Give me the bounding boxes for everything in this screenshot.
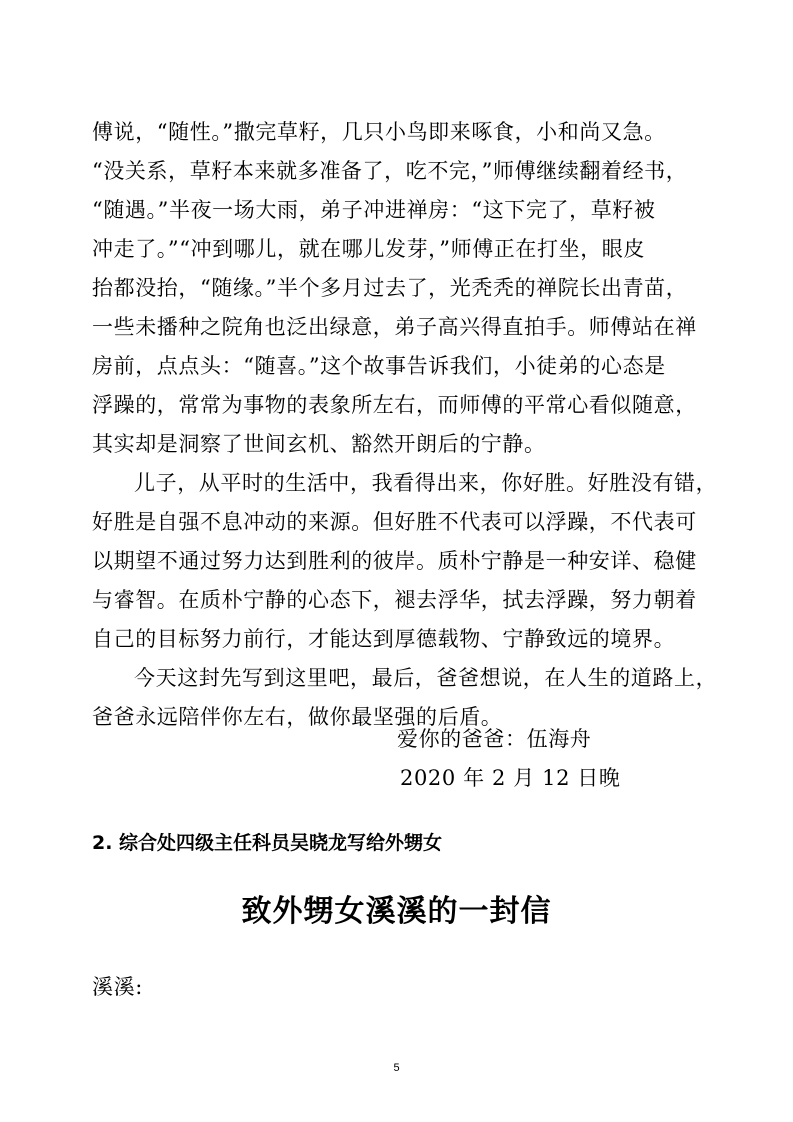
text-line: 与睿智。在质朴宁静的心态下，褪去浮华，拭去浮躁，努力朝着 <box>92 588 697 612</box>
salutation: 溪溪: <box>92 975 143 999</box>
text-line: 一些未播种之院角也泛出绿意，弟子高兴得直拍手。师傅站在禅 <box>92 315 697 339</box>
text-line: 儿子，从平时的生活中，我看得出来，你好胜。好胜没有错， <box>134 471 718 495</box>
text-line: 其实却是洞察了世间玄机、豁然开朗后的宁静。 <box>92 432 546 456</box>
text-line: 今天这封先写到这里吧，最后，爸爸想说，在人生的道路上， <box>134 666 718 690</box>
text-line: 房前，点点头：“随喜。”这个故事告诉我们，小徒弟的心态是 <box>92 354 666 378</box>
signature-name: 爱你的爸爸：伍海舟 <box>397 727 592 751</box>
text-line: 爸爸永远陪伴你左右，做你最坚强的后盾。 <box>92 705 503 729</box>
text-line: 浮躁的，常常为事物的表象所左右，而师傅的平常心看似随意， <box>92 393 697 417</box>
text-line: 自己的目标努力前行，才能达到厚德载物、宁静致远的境界。 <box>92 627 676 651</box>
page-number: 5 <box>393 1062 400 1074</box>
signature-date: 2020 年 2 月 12 日晚 <box>400 766 621 790</box>
text-line: 傅说，“随性。”撒完草籽，几只小鸟即来啄食，小和尚又急。 <box>92 120 666 144</box>
text-line: 以期望不通过努力达到胜利的彼岸。质朴宁静是一种安详、稳健 <box>92 549 697 573</box>
letter-title: 致外甥女溪溪的一封信 <box>241 894 552 929</box>
text-line: 抬都没抬，“随缘。”半个多月过去了，光秃秃的禅院长出青苗， <box>92 276 688 300</box>
section-heading: 2. 综合处四级主任科员吴晓龙写给外甥女 <box>92 832 443 854</box>
text-line: 冲走了。”“冲到哪儿，就在哪儿发芽，”师傅正在打坐，眼皮 <box>92 237 646 261</box>
text-line: “随遇。”半夜一场大雨，弟子冲进禅房：“这下完了，草籽被 <box>92 198 656 222</box>
text-line: 好胜是自强不息冲动的来源。但好胜不代表可以浮躁，不代表可 <box>92 510 697 534</box>
text-line: “没关系，草籽本来就多准备了，吃不完，”师傅继续翻着经书， <box>92 159 688 183</box>
